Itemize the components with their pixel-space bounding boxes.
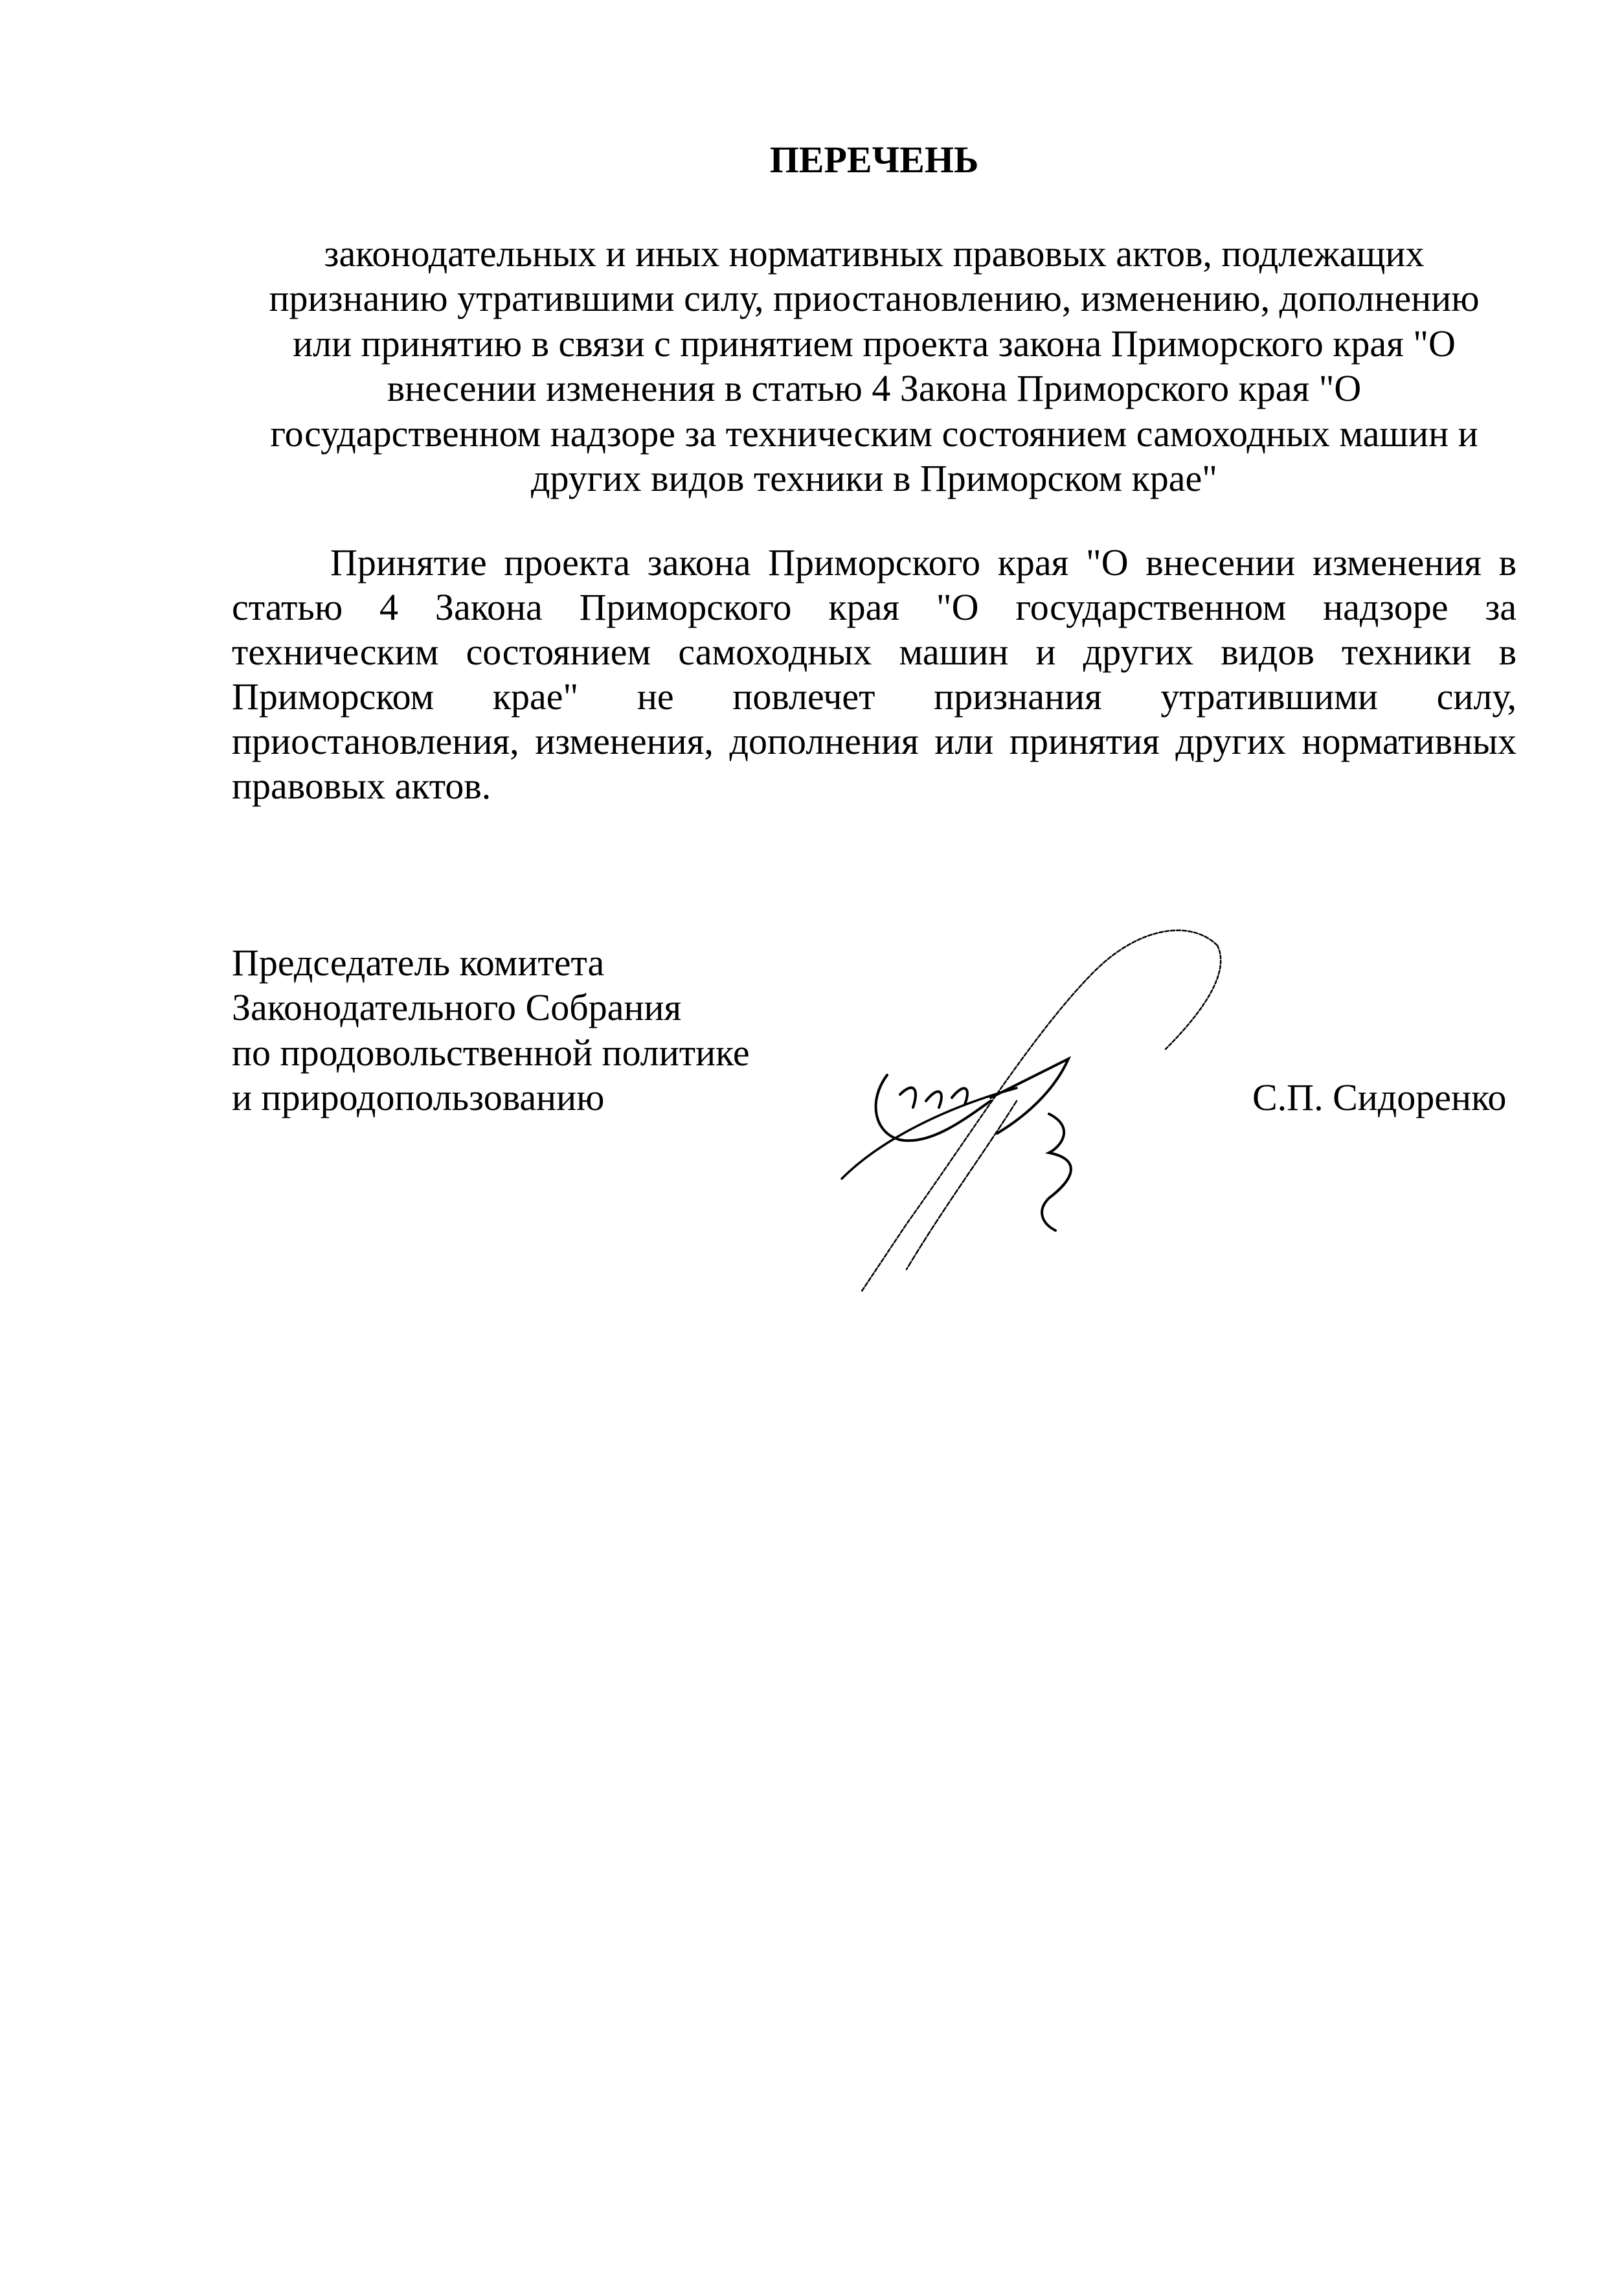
subtitle-line: других видов техники в Приморском крае" [531, 457, 1217, 499]
document-title: ПЕРЕЧЕНЬ [769, 139, 979, 181]
signatory-position-line: и природопользованию [232, 1076, 605, 1118]
handwritten-signature [803, 920, 1230, 1295]
subtitle-line: признанию утратившими силу, приостановлению, изменению, дополнению [269, 277, 1480, 319]
subtitle-line: государственном надзоре за техническим состоянием самоходных машин и [270, 413, 1478, 455]
subtitle-line: внесении изменения в статью 4 Закона Приморского края "О [387, 367, 1362, 409]
body-line: правовых актов. [232, 765, 491, 807]
body-line: техническим состоянием самоходных машин и других видов техники в [232, 631, 1517, 673]
body-line: статью 4 Закона Приморского края "О государственном надзоре за [232, 586, 1517, 628]
signatory-position-line: Председатель комитета [232, 942, 605, 984]
subtitle-line: законодательных и иных нормативных правовых актов, подлежащих [324, 232, 1425, 275]
signatory-name: С.П. Сидоренко [1252, 1076, 1507, 1118]
body-line: приостановления, изменения, дополнения или принятия других нормативных [232, 720, 1517, 762]
body-line: Приморском крае" не повлечет признания утратившими силу, [232, 675, 1517, 718]
signatory-position-line: Законодательного Собрания [232, 986, 682, 1028]
subtitle-line: или принятию в связи с принятием проекта закона Приморского края "О [293, 323, 1456, 365]
body-line: Принятие проекта закона Приморского края "О внесении изменения в [330, 541, 1517, 583]
signatory-position-line: по продовольственной политике [232, 1032, 750, 1074]
